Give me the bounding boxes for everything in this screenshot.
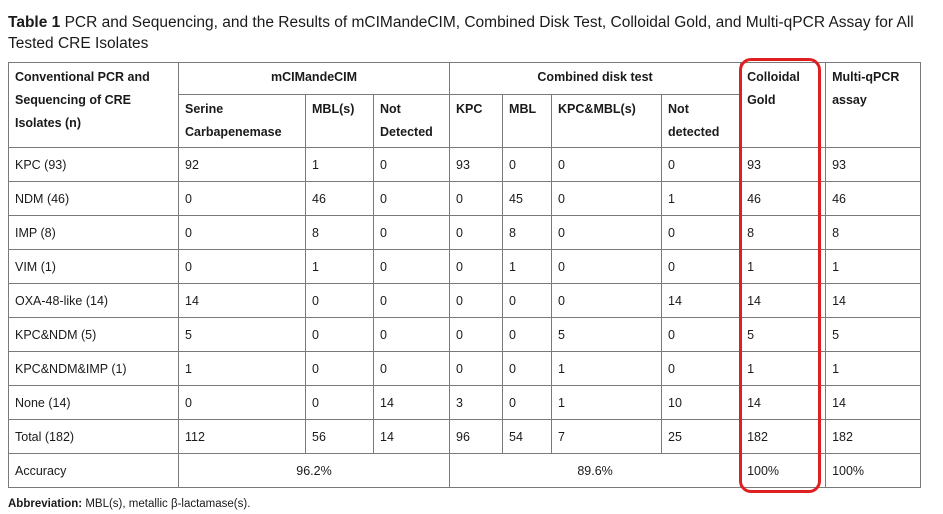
header-colloidal-gold: Colloidal Gold [741,63,826,148]
table-cell: 0 [662,250,741,284]
table-cell: 0 [450,182,503,216]
table-cell: 0 [374,284,450,318]
table-cell: 0 [662,148,741,182]
table-cell: 1 [826,352,921,386]
footnote-label: Abbreviation: [8,498,83,510]
table-row [9,352,921,386]
table-cell: 112 [179,420,306,454]
table-cell: 93 [741,148,826,182]
table-cell: 0 [179,216,306,250]
table-cell: 0 [374,352,450,386]
group-header-combined-disk: Combined disk test [450,63,741,95]
table-row [9,148,921,182]
table-cell: 54 [503,420,552,454]
accuracy-label: Accuracy [9,454,179,488]
table-cell: 0 [306,352,374,386]
table-cell: 1 [306,148,374,182]
table-cell: 1 [503,250,552,284]
table-row [9,250,921,284]
table-cell: 46 [306,182,374,216]
table-cell: 182 [741,420,826,454]
subheader-kpc-mbl: KPC&MBL(s) [552,95,662,148]
accuracy-combined: 89.6% [450,454,741,488]
table-cell: 0 [503,386,552,420]
table-cell: 0 [374,216,450,250]
table-cell: 0 [503,318,552,352]
table-cell: 92 [179,148,306,182]
table-cell: 0 [179,386,306,420]
subheader-mbl: MBL [503,95,552,148]
table-cell: 0 [374,250,450,284]
table-title: PCR and Sequencing, and the Results of mCIMandeCIM, Combined Disk Test, Colloidal Gold, and Multi-qPCR Assay for All Tested CRE Isolates [8,14,914,52]
accuracy-row [9,454,921,488]
table-cell: 5 [552,318,662,352]
table-cell: 14 [826,284,921,318]
table-cell: 0 [306,284,374,318]
table-cell: 14 [374,386,450,420]
table-cell: 5 [741,318,826,352]
table-cell: 0 [374,182,450,216]
table-cell: 0 [503,148,552,182]
table-cell: 56 [306,420,374,454]
table-cell: 46 [741,182,826,216]
table-cell: 46 [826,182,921,216]
table-cell: 8 [306,216,374,250]
accuracy-mcim: 96.2% [179,454,450,488]
group-header-mcim: mCIMandeCIM [179,63,450,95]
row-label: KPC&NDM (5) [9,318,179,352]
table-cell: 0 [662,318,741,352]
subheader-not-detected: Not detected [662,95,741,148]
table-cell: 96 [450,420,503,454]
table-cell: 0 [374,318,450,352]
accuracy-multi-qpcr: 100% [826,454,921,488]
table-cell: 1 [306,250,374,284]
table-cell: 0 [306,318,374,352]
table-cell: 0 [450,250,503,284]
table-cell: 5 [826,318,921,352]
table-row [9,420,921,454]
table-cell: 0 [450,284,503,318]
table-cell: 0 [552,182,662,216]
table-cell: 0 [503,284,552,318]
table-cell: 1 [552,386,662,420]
table-cell: 0 [552,216,662,250]
table-row [9,318,921,352]
table-cell: 8 [503,216,552,250]
table-cell: 0 [503,352,552,386]
table-cell: 14 [826,386,921,420]
table-cell: 14 [741,386,826,420]
table-cell: 0 [450,318,503,352]
table-row [9,182,921,216]
table-cell: 93 [826,148,921,182]
row-label: IMP (8) [9,216,179,250]
footnote [8,498,250,510]
table-cell: 182 [826,420,921,454]
table-cell: 45 [503,182,552,216]
table-cell: 7 [552,420,662,454]
table-cell: 5 [179,318,306,352]
row-label: VIM (1) [9,250,179,284]
subheader-not-detected: Not Detected [374,95,450,148]
row-label: KPC&NDM&IMP (1) [9,352,179,386]
table-cell: 0 [662,216,741,250]
subheader-kpc: KPC [450,95,503,148]
table-cell: 14 [662,284,741,318]
table-cell: 0 [306,386,374,420]
table-cell: 1 [179,352,306,386]
table-cell: 14 [741,284,826,318]
row-label: NDM (46) [9,182,179,216]
subheader-serine: Serine Carbapenemase [179,95,306,148]
table-cell: 0 [374,148,450,182]
table-cell: 0 [552,148,662,182]
accuracy-colloidal-gold: 100% [741,454,826,488]
table-row [9,216,921,250]
row-label: None (14) [9,386,179,420]
row-label: Total (182) [9,420,179,454]
table-row [9,386,921,420]
row-label: KPC (93) [9,148,179,182]
table-cell: 0 [552,284,662,318]
table-cell: 1 [552,352,662,386]
table-cell: 25 [662,420,741,454]
table-caption [8,12,933,54]
results-table [8,62,921,488]
table-cell: 8 [741,216,826,250]
table-cell: 0 [450,216,503,250]
table-cell: 3 [450,386,503,420]
table-number: Table 1 [8,14,61,31]
table-cell: 1 [826,250,921,284]
table-cell: 0 [450,352,503,386]
table-cell: 93 [450,148,503,182]
table-cell: 0 [662,352,741,386]
header-multi-qpcr: Multi-qPCR assay [826,63,921,148]
table-cell: 1 [662,182,741,216]
table-cell: 1 [741,250,826,284]
table-cell: 0 [179,182,306,216]
subheader-mbl: MBL(s) [306,95,374,148]
table-cell: 0 [552,250,662,284]
row-header: Conventional PCR and Sequencing of CRE Isolates (n) [9,63,179,148]
table-cell: 8 [826,216,921,250]
table-cell: 0 [179,250,306,284]
table-cell: 10 [662,386,741,420]
table-cell: 1 [741,352,826,386]
footnote-text: MBL(s), metallic β-lactamase(s). [85,498,251,510]
table-cell: 14 [179,284,306,318]
row-label: OXA-48-like (14) [9,284,179,318]
table-row [9,284,921,318]
table-cell: 14 [374,420,450,454]
